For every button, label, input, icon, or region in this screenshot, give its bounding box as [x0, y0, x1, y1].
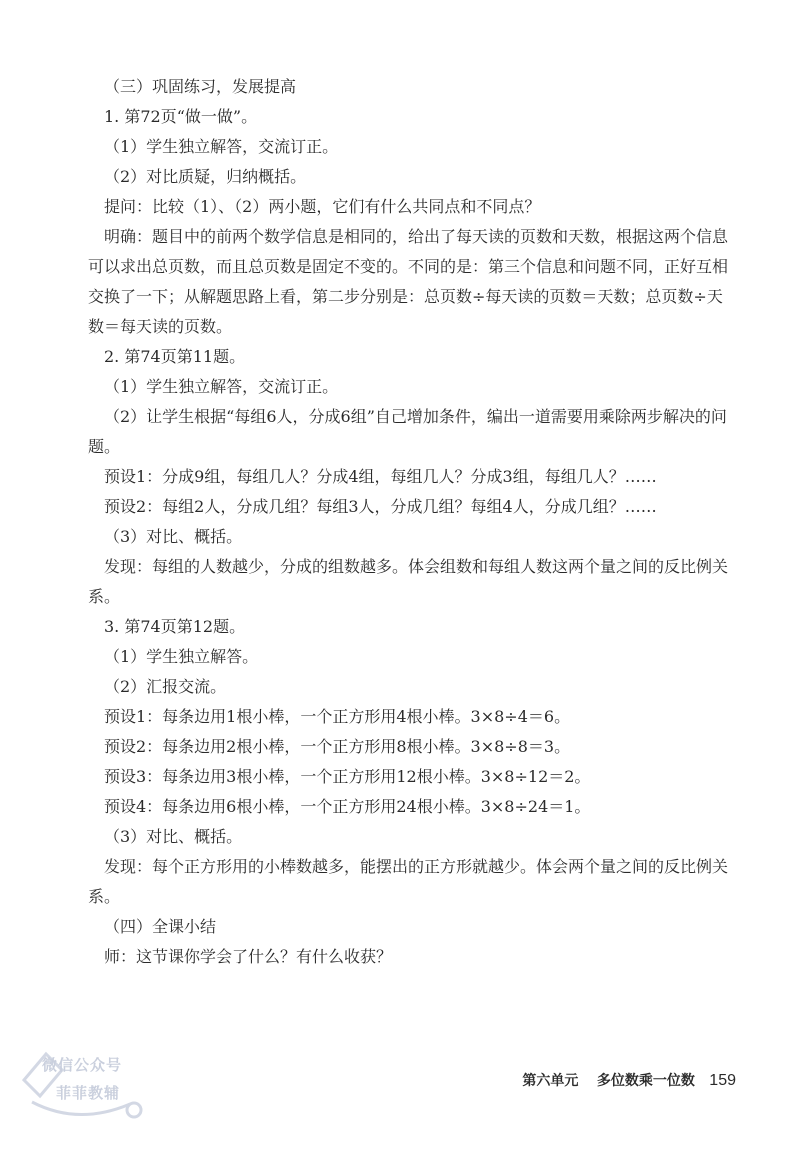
footer-unit: 第六单元	[522, 1073, 579, 1089]
watermark-line-2: 菲菲教辅	[56, 1084, 121, 1102]
text-line: 预设1：每条边用1根小棒，一个正方形用4根小棒。3×8÷4＝6。	[104, 707, 571, 726]
text-line: 师：这节课你学会了什么？有什么收获？	[104, 947, 393, 966]
text-line: 明确：题目中的前两个数学信息是相同的，给出了每天读的页数和天数，根据这两个信息可以求出总页数，而且总页数是固定不变的。不同的是：第三个信息和问题不同，正好互相交换了一下；从解题思路上看，第二步分别是：总页数÷每天读的页数＝天数；总页数÷天数＝每天读的页数。	[88, 227, 729, 336]
text-line: 预设4：每条边用6根小棒，一个正方形用24根小棒。3×8÷24＝1。	[104, 797, 591, 816]
text-line: 3. 第74页第12题。	[104, 617, 246, 636]
text-line: 2. 第74页第11题。	[104, 347, 246, 366]
watermark-line-1: 微信公众号	[42, 1056, 123, 1074]
text-line: 发现：每组的人数越少，分成的组数越多。体会组数和每组人数这两个量之间的反比例关系。	[88, 557, 729, 606]
page-body	[88, 72, 736, 972]
text-line: 预设2：每组2人，分成几组？每组3人，分成几组？每组4人，分成几组？……	[104, 497, 657, 516]
text-line: 提问：比较（1）、（2）两小题，它们有什么共同点和不同点？	[104, 197, 541, 216]
text-line: （3）对比、概括。	[104, 527, 243, 546]
text-line: （四）全课小结	[104, 917, 217, 936]
text-line: （2）对比质疑，归纳概括。	[104, 167, 307, 186]
text-line: （三）巩固练习，发展提高	[104, 77, 297, 96]
text-line: （2）让学生根据“每组6人，分成6组”自己增加条件，编出一道需要用乘除两步解决的问题。	[88, 407, 727, 456]
page-number: 159	[709, 1072, 736, 1089]
text-line: （1）学生独立解答，交流订正。	[104, 137, 339, 156]
watermark	[18, 1040, 148, 1130]
text-line: （3）对比、概括。	[104, 827, 243, 846]
text-line: （1）学生独立解答。	[104, 647, 259, 666]
text-line: （2）汇报交流。	[104, 677, 227, 696]
text-line: 1. 第72页“做一做”。	[104, 107, 258, 126]
text-line: 预设3：每条边用3根小棒，一个正方形用12根小棒。3×8÷12＝2。	[104, 767, 591, 786]
text-line: （1）学生独立解答，交流订正。	[104, 377, 339, 396]
text-line: 预设1：分成9组，每组几人？分成4组，每组几人？分成3组，每组几人？……	[104, 467, 657, 486]
text-line: 发现：每个正方形用的小棒数越多，能摆出的正方形就越少。体会两个量之间的反比例关系。	[88, 857, 729, 906]
footer-topic: 多位数乘一位数	[596, 1073, 695, 1089]
text-line: 预设2：每条边用2根小棒，一个正方形用8根小棒。3×8÷8＝3。	[104, 737, 571, 756]
